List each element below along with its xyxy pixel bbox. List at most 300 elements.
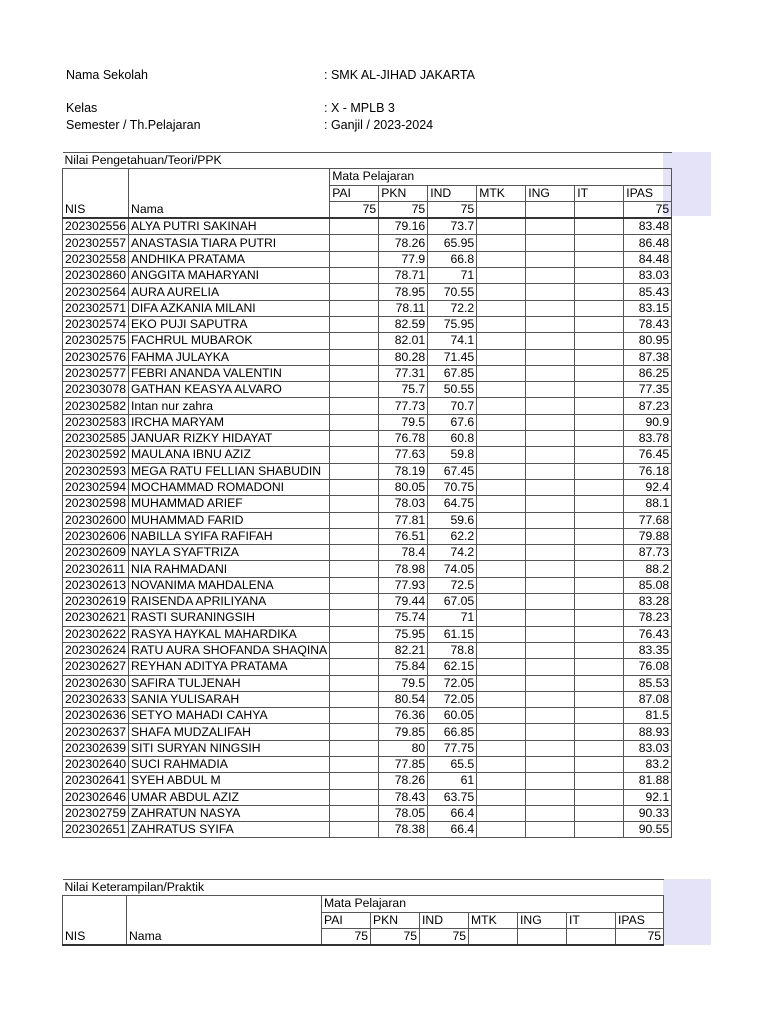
cell-grade-pai <box>330 805 379 821</box>
cell-grade-mtk <box>477 398 526 414</box>
cell-grade-pkn: 77.31 <box>379 365 428 381</box>
cell-grade-mtk <box>477 496 526 512</box>
subject-header: ING <box>518 912 567 928</box>
cell-nis: 202302594 <box>63 479 129 495</box>
cell-grade-pai <box>330 316 379 332</box>
cell-grade-pai <box>330 333 379 349</box>
cell-nis: 202302585 <box>63 431 129 447</box>
cell-grade-mtk <box>477 724 526 740</box>
cell-grade-mtk <box>477 251 526 267</box>
kkm-value: 75 <box>624 201 672 218</box>
cell-grade-mtk <box>477 463 526 479</box>
table-row <box>63 805 672 821</box>
cell-nis: 202302624 <box>63 642 129 658</box>
subject-header: MTK <box>469 912 518 928</box>
cell-nis: 202302600 <box>63 512 129 528</box>
cell-nama: SYEH ABDUL M <box>129 773 330 789</box>
cell-grade-pkn: 80 <box>379 740 428 756</box>
cell-grade-ipas: 83.2 <box>624 756 672 772</box>
cell-grade-ing <box>526 268 575 284</box>
cell-grade-pkn: 78.11 <box>379 300 428 316</box>
cell-grade-ing <box>526 496 575 512</box>
cell-grade-ind: 77.75 <box>428 740 477 756</box>
cell-grade-ipas: 78.23 <box>624 610 672 626</box>
cell-grade-ipas: 83.78 <box>624 431 672 447</box>
cell-grade-pkn: 82.01 <box>379 333 428 349</box>
cell-nis: 202302574 <box>63 316 129 332</box>
cell-grade-pai <box>330 789 379 805</box>
cell-grade-ipas: 85.43 <box>624 284 672 300</box>
cell-grade-ipas: 77.68 <box>624 512 672 528</box>
cell-nama: IRCHA MARYAM <box>129 414 330 430</box>
cell-grade-pai <box>330 626 379 642</box>
cell-grade-ipas: 85.53 <box>624 675 672 691</box>
cell-nama: MAULANA IBNU AZIZ <box>129 447 330 463</box>
cell-grade-mtk <box>477 545 526 561</box>
cell-grade-pkn: 80.54 <box>379 691 428 707</box>
cell-nis: 202302651 <box>63 822 129 838</box>
subject-header: MTK <box>477 185 526 201</box>
cell-nama: SUCI RAHMADIA <box>129 756 330 772</box>
cell-nis: 202302641 <box>63 773 129 789</box>
cell-grade-ind: 66.4 <box>428 805 477 821</box>
cell-grade-mtk <box>477 691 526 707</box>
table-row <box>63 626 672 642</box>
table-row <box>63 479 672 495</box>
cell-grade-pai <box>330 365 379 381</box>
cell-grade-it <box>575 218 624 235</box>
cell-grade-pkn: 76.78 <box>379 431 428 447</box>
cell-grade-ind: 70.75 <box>428 479 477 495</box>
cell-nis: 202302598 <box>63 496 129 512</box>
table-row <box>63 414 672 430</box>
cell-grade-ing <box>526 512 575 528</box>
cell-nis: 202302637 <box>63 724 129 740</box>
cell-grade-ind: 78.8 <box>428 642 477 658</box>
subject-group-row <box>63 169 672 185</box>
cell-grade-ing <box>526 756 575 772</box>
table-row <box>63 382 672 398</box>
cell-grade-ipas: 85.08 <box>624 577 672 593</box>
table-row <box>63 561 672 577</box>
cell-grade-ind: 60.05 <box>428 708 477 724</box>
cell-nama: SETYO MAHADI CAHYA <box>129 708 330 724</box>
cell-nama: JANUAR RIZKY HIDAYAT <box>129 431 330 447</box>
table-row <box>63 398 672 414</box>
cell-nis: 202302556 <box>63 218 129 235</box>
cell-grade-ing <box>526 561 575 577</box>
cell-grade-pkn: 77.63 <box>379 447 428 463</box>
school-label: Nama Sekolah <box>66 68 148 82</box>
cell-nama: FEBRI ANANDA VALENTIN <box>129 365 330 381</box>
subject-header: IPAS <box>616 912 664 928</box>
table-row <box>63 463 672 479</box>
cell-grade-ind: 63.75 <box>428 789 477 805</box>
cell-grade-mtk <box>477 659 526 675</box>
cell-grade-mtk <box>477 610 526 626</box>
cell-grade-ind: 59.6 <box>428 512 477 528</box>
cell-grade-ing <box>526 691 575 707</box>
cell-grade-it <box>575 577 624 593</box>
cell-grade-mtk <box>477 235 526 251</box>
cell-nis: 202302639 <box>63 740 129 756</box>
cell-grade-ind: 74.05 <box>428 561 477 577</box>
cell-grade-ind: 71.45 <box>428 349 477 365</box>
cell-grade-it <box>575 740 624 756</box>
cell-grade-pai <box>330 447 379 463</box>
cell-grade-ind: 72.05 <box>428 691 477 707</box>
cell-nama: MEGA RATU FELLIAN SHABUDIN <box>129 463 330 479</box>
cell-grade-pkn: 78.26 <box>379 773 428 789</box>
cell-grade-pai <box>330 691 379 707</box>
table-row <box>63 431 672 447</box>
cell-grade-ipas: 77.35 <box>624 382 672 398</box>
cell-grade-ind: 73.7 <box>428 218 477 235</box>
cell-grade-pkn: 82.59 <box>379 316 428 332</box>
cell-grade-ing <box>526 365 575 381</box>
cell-grade-ind: 72.5 <box>428 577 477 593</box>
cell-nama: NOVANIMA MAHDALENA <box>129 577 330 593</box>
cell-grade-mtk <box>477 577 526 593</box>
subject-group-row <box>63 896 664 912</box>
cell-grade-it <box>575 822 624 838</box>
cell-grade-pai <box>330 773 379 789</box>
cell-grade-pai <box>330 512 379 528</box>
cell-grade-pkn: 78.71 <box>379 268 428 284</box>
cell-grade-ipas: 84.48 <box>624 251 672 267</box>
cell-grade-ipas: 87.08 <box>624 691 672 707</box>
cell-grade-pkn: 75.7 <box>379 382 428 398</box>
cell-nis: 202302860 <box>63 268 129 284</box>
cell-grade-ipas: 88.2 <box>624 561 672 577</box>
cell-grade-it <box>575 479 624 495</box>
cell-grade-mtk <box>477 333 526 349</box>
cell-grade-pai <box>330 382 379 398</box>
mata-pelajaran-header: Mata Pelajaran <box>330 169 672 185</box>
cell-grade-pai <box>330 235 379 251</box>
cell-grade-it <box>575 496 624 512</box>
cell-nama: FACHRUL MUBAROK <box>129 333 330 349</box>
cell-grade-ind: 50.55 <box>428 382 477 398</box>
cell-grade-pkn: 78.38 <box>379 822 428 838</box>
cell-grade-ipas: 79.88 <box>624 528 672 544</box>
cell-nama: SITI SURYAN NINGSIH <box>129 740 330 756</box>
cell-grade-mtk <box>477 756 526 772</box>
subject-header: IND <box>428 185 477 201</box>
cell-grade-pai <box>330 724 379 740</box>
table-row <box>63 365 672 381</box>
cell-grade-pai <box>330 479 379 495</box>
table-row <box>63 594 672 610</box>
cell-nis: 202302606 <box>63 528 129 544</box>
cell-nama: NIA RAHMADANI <box>129 561 330 577</box>
cell-grade-ind: 66.85 <box>428 724 477 740</box>
cell-grade-ing <box>526 805 575 821</box>
kkm-value: 75 <box>428 201 477 218</box>
cell-grade-it <box>575 235 624 251</box>
cell-nama: REYHAN ADITYA PRATAMA <box>129 659 330 675</box>
kkm-value: 75 <box>371 928 420 945</box>
cell-grade-ind: 75.95 <box>428 316 477 332</box>
cell-grade-pkn: 78.43 <box>379 789 428 805</box>
cell-nis: 202302592 <box>63 447 129 463</box>
table-row <box>63 756 672 772</box>
column-header-nis: NIS <box>63 896 127 945</box>
cell-grade-ing <box>526 251 575 267</box>
cell-grade-ind: 65.5 <box>428 756 477 772</box>
cell-grade-it <box>575 284 624 300</box>
cell-grade-pai <box>330 594 379 610</box>
cell-nama: MUHAMMAD FARID <box>129 512 330 528</box>
table-row <box>63 333 672 349</box>
cell-grade-ing <box>526 333 575 349</box>
cell-nama: NAYLA SYAFTRIZA <box>129 545 330 561</box>
cell-grade-it <box>575 349 624 365</box>
table-row <box>63 822 672 838</box>
cell-grade-mtk <box>477 789 526 805</box>
cell-grade-ipas: 81.5 <box>624 708 672 724</box>
cell-grade-ind: 70.7 <box>428 398 477 414</box>
cell-grade-it <box>575 382 624 398</box>
cell-grade-pkn: 77.9 <box>379 251 428 267</box>
cell-grade-pai <box>330 431 379 447</box>
cell-nis: 202302627 <box>63 659 129 675</box>
class-value: : X - MPLB 3 <box>324 101 395 115</box>
cell-grade-mtk <box>477 447 526 463</box>
cell-grade-ing <box>526 675 575 691</box>
cell-nama: ANDHIKA PRATAMA <box>129 251 330 267</box>
cell-grade-pai <box>330 398 379 414</box>
table-row <box>63 496 672 512</box>
cell-grade-ind: 64.75 <box>428 496 477 512</box>
cell-grade-ipas: 86.48 <box>624 235 672 251</box>
cell-grade-ing <box>526 382 575 398</box>
cell-grade-ind: 72.05 <box>428 675 477 691</box>
cell-grade-mtk <box>477 805 526 821</box>
cell-grade-ipas: 88.1 <box>624 496 672 512</box>
cell-nama: ALYA PUTRI SAKINAH <box>129 218 330 235</box>
cell-grade-ing <box>526 822 575 838</box>
cell-grade-ind: 62.2 <box>428 528 477 544</box>
cell-grade-pkn: 78.19 <box>379 463 428 479</box>
cell-grade-pkn: 77.81 <box>379 512 428 528</box>
cell-nama: ANGGITA MAHARYANI <box>129 268 330 284</box>
cell-grade-pai <box>330 659 379 675</box>
cell-grade-pkn: 75.84 <box>379 659 428 675</box>
subject-header: ING <box>526 185 575 201</box>
cell-grade-pai <box>330 642 379 658</box>
cell-grade-ing <box>526 626 575 642</box>
cell-grade-ipas: 87.38 <box>624 349 672 365</box>
cell-grade-ind: 67.45 <box>428 463 477 479</box>
cell-grade-ind: 67.6 <box>428 414 477 430</box>
subject-header: PAI <box>322 912 371 928</box>
table-row <box>63 691 672 707</box>
cell-grade-pai <box>330 756 379 772</box>
cell-grade-ing <box>526 431 575 447</box>
cell-nis: 202302575 <box>63 333 129 349</box>
column-header-nama: Nama <box>127 896 322 945</box>
cell-nama: RASTI SURANINGSIH <box>129 610 330 626</box>
cell-grade-ing <box>526 528 575 544</box>
cell-grade-ing <box>526 610 575 626</box>
cell-grade-pai <box>330 284 379 300</box>
cell-grade-pai <box>330 268 379 284</box>
cell-nama: MUHAMMAD ARIEF <box>129 496 330 512</box>
cell-grade-mtk <box>477 822 526 838</box>
cell-grade-ing <box>526 235 575 251</box>
header-band-2 <box>663 879 711 945</box>
cell-grade-it <box>575 773 624 789</box>
cell-grade-pkn: 76.51 <box>379 528 428 544</box>
cell-grade-mtk <box>477 594 526 610</box>
cell-grade-ind: 65.95 <box>428 235 477 251</box>
cell-grade-mtk <box>477 414 526 430</box>
cell-grade-mtk <box>477 382 526 398</box>
cell-grade-mtk <box>477 316 526 332</box>
cell-grade-ipas: 76.45 <box>624 447 672 463</box>
cell-nis: 202302621 <box>63 610 129 626</box>
cell-grade-ing <box>526 659 575 675</box>
cell-nama: DIFA AZKANIA MILANI <box>129 300 330 316</box>
cell-grade-ipas: 90.9 <box>624 414 672 430</box>
cell-nis: 202302609 <box>63 545 129 561</box>
table-row <box>63 659 672 675</box>
cell-grade-mtk <box>477 431 526 447</box>
table-row <box>63 675 672 691</box>
cell-grade-pkn: 76.36 <box>379 708 428 724</box>
cell-grade-pkn: 77.73 <box>379 398 428 414</box>
cell-grade-ind: 67.85 <box>428 365 477 381</box>
cell-grade-ipas: 90.55 <box>624 822 672 838</box>
kkm-value <box>469 928 518 945</box>
cell-nis: 202302759 <box>63 805 129 821</box>
cell-grade-ipas: 76.18 <box>624 463 672 479</box>
kkm-value <box>567 928 616 945</box>
cell-grade-mtk <box>477 365 526 381</box>
cell-grade-pkn: 78.03 <box>379 496 428 512</box>
cell-grade-it <box>575 268 624 284</box>
section-title: Nilai Pengetahuan/Teori/PPK <box>63 153 672 169</box>
skill-grades-table <box>62 879 664 946</box>
kkm-value: 75 <box>322 928 371 945</box>
cell-grade-pai <box>330 822 379 838</box>
cell-grade-ind: 60.8 <box>428 431 477 447</box>
cell-grade-ing <box>526 545 575 561</box>
kkm-value: 75 <box>616 928 664 945</box>
cell-grade-pai <box>330 740 379 756</box>
cell-grade-pkn: 79.5 <box>379 675 428 691</box>
subject-header: PKN <box>371 912 420 928</box>
cell-grade-ind: 72.2 <box>428 300 477 316</box>
cell-grade-it <box>575 447 624 463</box>
kkm-value <box>518 928 567 945</box>
cell-nis: 202302593 <box>63 463 129 479</box>
section-title: Nilai Keterampilan/Praktik <box>63 880 664 896</box>
cell-nis: 202302622 <box>63 626 129 642</box>
table-row <box>63 251 672 267</box>
cell-nis: 202302583 <box>63 414 129 430</box>
cell-grade-pkn: 80.28 <box>379 349 428 365</box>
cell-nis: 202302636 <box>63 708 129 724</box>
cell-nis: 202302640 <box>63 756 129 772</box>
cell-grade-ing <box>526 724 575 740</box>
cell-nis: 202302619 <box>63 594 129 610</box>
cell-grade-mtk <box>477 642 526 658</box>
cell-grade-it <box>575 659 624 675</box>
cell-grade-mtk <box>477 512 526 528</box>
cell-grade-pai <box>330 496 379 512</box>
kkm-value: 75 <box>330 201 379 218</box>
subject-header: IND <box>420 912 469 928</box>
table-row <box>63 773 672 789</box>
cell-grade-pai <box>330 610 379 626</box>
cell-grade-ing <box>526 642 575 658</box>
cell-grade-pai <box>330 675 379 691</box>
cell-nis: 202302564 <box>63 284 129 300</box>
cell-nis: 202302613 <box>63 577 129 593</box>
table-row <box>63 528 672 544</box>
cell-grade-it <box>575 642 624 658</box>
table-row <box>63 512 672 528</box>
cell-grade-ind: 66.8 <box>428 251 477 267</box>
subject-header: PKN <box>379 185 428 201</box>
cell-grade-pai <box>330 463 379 479</box>
table-row <box>63 349 672 365</box>
cell-grade-pkn: 75.95 <box>379 626 428 642</box>
cell-grade-pkn: 78.98 <box>379 561 428 577</box>
cell-grade-ipas: 76.08 <box>624 659 672 675</box>
table-row <box>63 447 672 463</box>
cell-grade-pkn: 79.5 <box>379 414 428 430</box>
kkm-value: 75 <box>379 201 428 218</box>
cell-grade-it <box>575 708 624 724</box>
section-title-row <box>63 153 672 169</box>
cell-grade-mtk <box>477 284 526 300</box>
cell-grade-mtk <box>477 561 526 577</box>
cell-grade-ipas: 83.03 <box>624 740 672 756</box>
cell-grade-ipas: 92.4 <box>624 479 672 495</box>
cell-nis: 202302576 <box>63 349 129 365</box>
cell-grade-ind: 74.2 <box>428 545 477 561</box>
cell-grade-it <box>575 724 624 740</box>
cell-grade-ipas: 83.15 <box>624 300 672 316</box>
cell-grade-ipas: 78.43 <box>624 316 672 332</box>
cell-nama: ZAHRATUS SYIFA <box>129 822 330 838</box>
cell-grade-it <box>575 545 624 561</box>
cell-grade-mtk <box>477 675 526 691</box>
cell-nama: RATU AURA SHOFANDA SHAQINA <box>129 642 330 658</box>
section-title-row <box>63 880 664 896</box>
cell-grade-mtk <box>477 528 526 544</box>
cell-nis: 202302633 <box>63 691 129 707</box>
cell-grade-it <box>575 610 624 626</box>
cell-grade-ing <box>526 284 575 300</box>
cell-grade-it <box>575 528 624 544</box>
cell-nama: UMAR ABDUL AZIZ <box>129 789 330 805</box>
cell-nama: FAHMA JULAYKA <box>129 349 330 365</box>
cell-grade-it <box>575 251 624 267</box>
cell-grade-ing <box>526 398 575 414</box>
cell-grade-it <box>575 512 624 528</box>
kkm-value <box>477 201 526 218</box>
cell-nama: SHAFA MUDZALIFAH <box>129 724 330 740</box>
cell-grade-it <box>575 691 624 707</box>
cell-grade-it <box>575 594 624 610</box>
cell-grade-ing <box>526 708 575 724</box>
cell-grade-ipas: 87.23 <box>624 398 672 414</box>
table-row <box>63 218 672 235</box>
